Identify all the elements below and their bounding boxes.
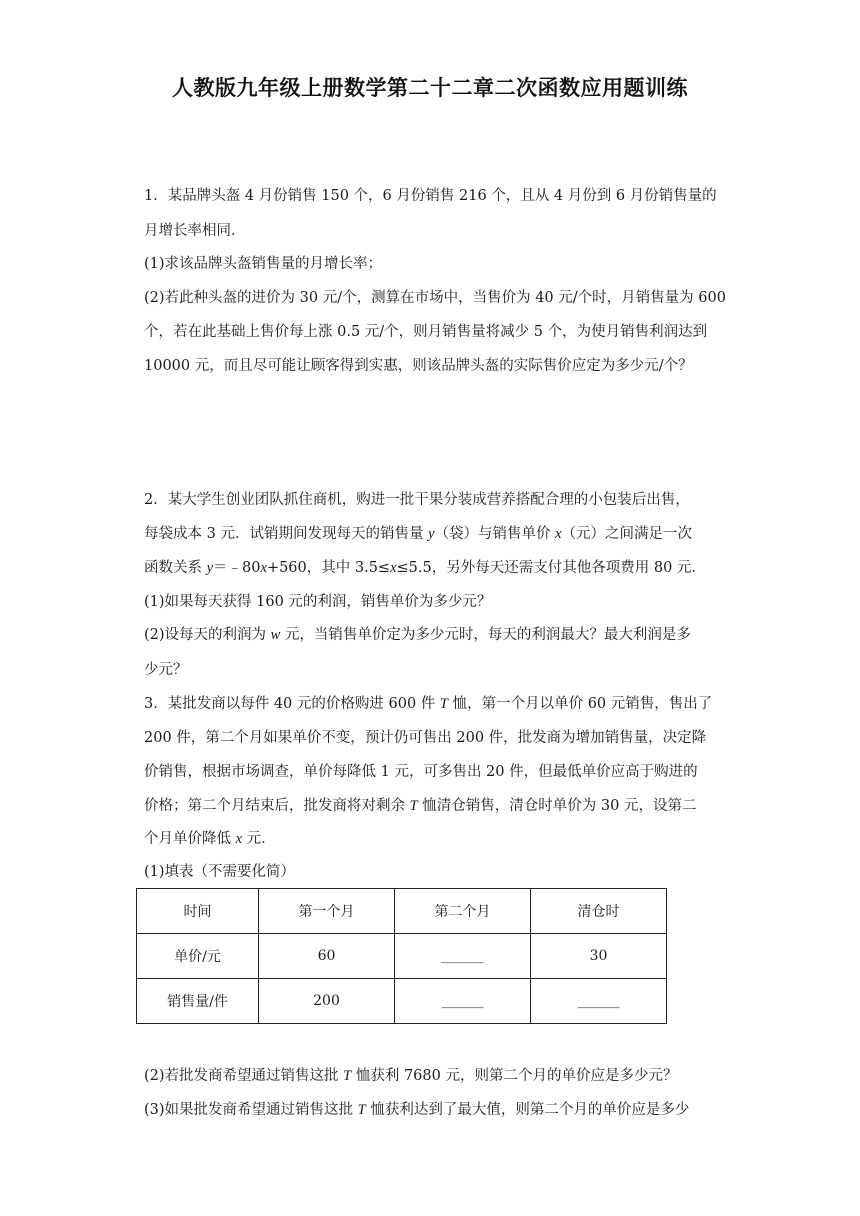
table-row <box>137 979 667 1024</box>
table-cell: 销售量/件 <box>137 979 259 1024</box>
table-header-cell: 第一个月 <box>259 889 395 934</box>
table-cell: 60 <box>259 934 395 979</box>
var-x: x <box>260 560 267 576</box>
q2-line-3-text-d: ≤5.5，另外每天还需支付其他各项费用 80 元． <box>396 560 706 576</box>
q1-line-2: 月增长率相同． <box>144 223 246 239</box>
q3-part-3-text-a: (3)如果批发商希望通过销售这批 <box>144 1102 358 1118</box>
table-header-row <box>137 889 667 934</box>
var-t: T <box>439 696 448 712</box>
q2-part-2-text-b: 元，当销售单价定为多少元时，每天的利润最大？最大利润是多 <box>280 627 691 643</box>
q3-line-5-text-b: 元． <box>242 831 276 847</box>
var-x: x <box>555 526 562 542</box>
q3-line-5 <box>144 829 276 849</box>
q3-line-4-text-b: 恤清仓销售，清仓时单价为 30 元，设第二 <box>417 798 697 814</box>
q2-line-3-text-b: ＝﹣80 <box>213 560 261 576</box>
table-cell-blank: ______ <box>395 979 531 1024</box>
q1-part-2-line-3: 10000 元，而且尽可能让顾客得到实惠，则该品牌头盔的实际售价应定为多少元/个？ <box>144 358 693 374</box>
q3-part-3 <box>144 1100 689 1120</box>
page-title: 人教版九年级上册数学第二十二章二次函数应用题训练 <box>172 76 688 100</box>
var-t: T <box>343 1068 352 1084</box>
table-cell: 30 <box>531 934 667 979</box>
q2-part-2-line-1 <box>144 625 691 645</box>
var-y: y <box>428 526 435 542</box>
q3-line-2: 200 件，第二个月如果单价不变，预计仍可售出 200 件，批发商为增加销售量，决定降 <box>144 730 707 746</box>
q2-part-2-line-2: 少元？ <box>144 662 188 678</box>
q3-part-3-text-b: 恤获利达到了最大值，则第二个月的单价应是多少 <box>365 1102 690 1118</box>
q2-line-1: 2．某大学生创业团队抓住商机，购进一批干果分装成营养搭配合理的小包装后出售， <box>144 492 690 508</box>
var-t: T <box>357 1102 366 1118</box>
q3-line-1-text-a: 3．某批发商以每件 40 元的价格购进 600 件 <box>144 696 440 712</box>
table-header-cell: 清仓时 <box>531 889 667 934</box>
q3-line-5-text-a: 个月单价降低 <box>144 831 236 847</box>
q1-part-1: (1)求该品牌头盔销售量的月增长率； <box>144 256 383 272</box>
q2-line-3 <box>144 558 706 578</box>
q2-line-2-text-b: （袋）与销售单价 <box>434 526 556 542</box>
q3-part-2 <box>144 1066 677 1086</box>
q3-line-3: 价销售，根据市场调查，单价每降低 1 元，可多售出 20 件，但最低单价应高于购进的 <box>144 764 698 780</box>
fill-in-table <box>136 888 667 1024</box>
q1-line-1: 1．某品牌头盔 4 月份销售 150 个，6 月份销售 216 个，且从 4 月份到 6 月份销售量的 <box>144 188 717 204</box>
q2-line-3-text-a: 函数关系 <box>144 560 207 576</box>
var-w: w <box>270 627 281 643</box>
q3-line-1 <box>144 694 712 714</box>
q3-part-2-text-a: (2)若批发商希望通过销售这批 <box>144 1068 344 1084</box>
table-cell: 200 <box>259 979 395 1024</box>
table-header-cell: 时间 <box>137 889 259 934</box>
q1-part-2-line-1: (2)若此种头盔的进价为 30 元/个，测算在市场中，当售价为 40 元/个时，月销售量为 600 <box>144 290 726 306</box>
q2-line-2-text-a: 每袋成本 3 元．试销期间发现每天的销售量 <box>144 526 429 542</box>
q2-part-2-text-a: (2)设每天的利润为 <box>144 627 271 643</box>
q3-line-1-text-b: 恤，第一个月以单价 60 元销售，售出了 <box>447 696 713 712</box>
q3-part-1: (1)填表（不需要化简） <box>144 864 296 880</box>
var-x: x <box>235 831 243 847</box>
table-cell: 单价/元 <box>137 934 259 979</box>
table-header-cell: 第二个月 <box>395 889 531 934</box>
q3-line-4 <box>144 796 696 816</box>
q2-part-1: (1)如果每天获得 160 元的利润，销售单价为多少元？ <box>144 594 492 610</box>
q2-line-3-text-c: +560，其中 3.5≤ <box>266 560 391 576</box>
table-cell-blank: ______ <box>531 979 667 1024</box>
q1-part-2-line-2: 个，若在此基础上售价每上涨 0.5 元/个，则月销售量将减少 5 个，为使月销售利润达到 <box>144 324 708 340</box>
q3-part-2-text-b: 恤获利 7680 元，则第二个月的单价应是多少元？ <box>351 1068 678 1084</box>
var-t: T <box>409 798 418 814</box>
q3-line-4-text-a: 价格；第二个月结束后，批发商将对剩余 <box>144 798 410 814</box>
q2-line-2-text-c: （元）之间满足一次 <box>561 526 693 542</box>
table-cell-blank: ______ <box>395 934 531 979</box>
var-x: x <box>390 560 397 576</box>
table-row <box>137 934 667 979</box>
var-y: y <box>206 560 214 576</box>
q2-line-2 <box>144 524 692 544</box>
